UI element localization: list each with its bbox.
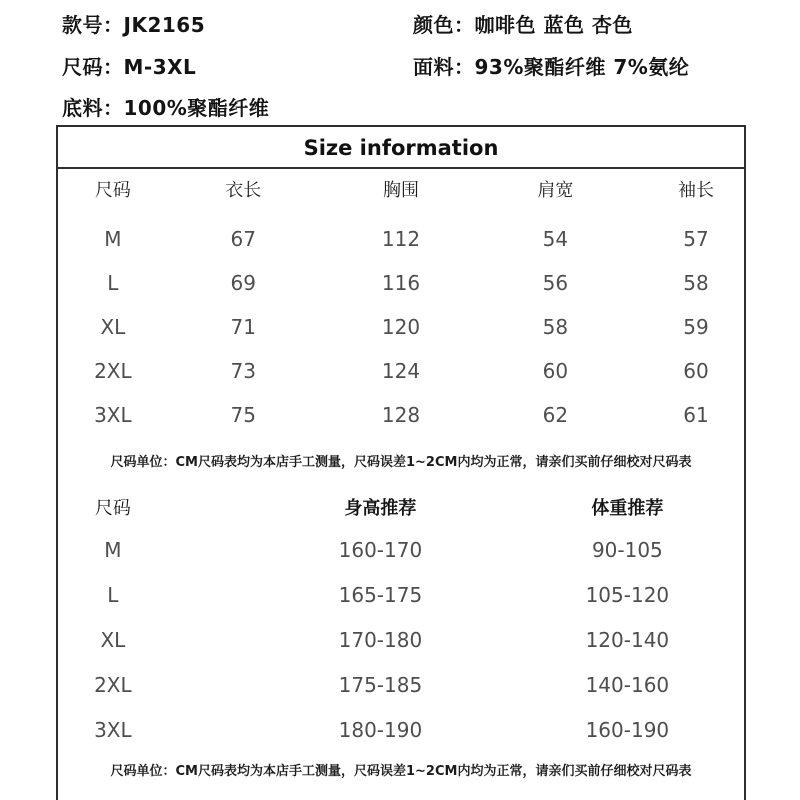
table-row [58, 261, 744, 305]
style-number [62, 9, 205, 38]
sleeve-cell: 61 [683, 403, 709, 427]
size-range-value: M-3XL [123, 55, 197, 79]
height-cell: 175-185 [338, 672, 423, 697]
height-cell: 160-170 [338, 537, 423, 562]
size-cell: XL [100, 627, 126, 652]
sleeve-cell: 60 [683, 359, 709, 383]
table-row [58, 393, 744, 437]
table-row [58, 707, 744, 752]
measure-table-header [58, 169, 744, 209]
weight-cell: 90-105 [591, 537, 663, 562]
bust-cell: 128 [381, 403, 421, 427]
table-row [58, 617, 744, 662]
weight-cell: 140-160 [585, 672, 670, 697]
shoulder-cell: 54 [542, 227, 569, 251]
measurement-note-bottom: 尺码单位：CM尺码表均为本店手工测量，尺码误差1~2CM内均为正常，请亲们买前仔细校对尺码表 [110, 764, 692, 779]
length-cell: 71 [230, 315, 256, 339]
product-info-section [0, 0, 800, 122]
measure-table-body [58, 209, 744, 437]
fabric-label: 面料： [413, 55, 475, 79]
shoulder-cell: 58 [542, 315, 569, 339]
weight-cell: 120-140 [585, 627, 670, 652]
header-length: 衣长 [225, 180, 262, 201]
size-cell: 2XL [94, 359, 132, 383]
size-range [62, 51, 196, 80]
size-cell: 2XL [94, 672, 132, 697]
style-number-value: JK2165 [123, 13, 206, 37]
weight-cell: 105-120 [585, 582, 670, 607]
size-cell: XL [100, 315, 126, 339]
sleeve-cell: 58 [683, 271, 709, 295]
bust-cell: 120 [381, 315, 421, 339]
fabric-info [413, 51, 689, 80]
lining-value: 100%聚酯纤维 [123, 96, 270, 120]
size-cell: L [107, 271, 119, 295]
header-height-recommend: 身高推荐 [344, 498, 417, 519]
header-sleeve: 袖长 [677, 180, 714, 201]
header-weight-recommend: 体重推荐 [591, 498, 664, 519]
height-cell: 165-175 [338, 582, 423, 607]
fit-table-body [58, 527, 744, 752]
bust-cell: 124 [381, 359, 421, 383]
lining-label: 底料： [62, 96, 124, 120]
table-row [58, 217, 744, 261]
length-cell: 69 [230, 271, 256, 295]
bust-cell: 116 [381, 271, 421, 295]
size-cell: L [107, 582, 119, 607]
length-cell: 73 [230, 359, 256, 383]
table-row [58, 527, 744, 572]
size-information-box [56, 125, 746, 800]
size-cell: 3XL [94, 403, 132, 427]
bust-cell: 112 [381, 227, 421, 251]
table-row [58, 572, 744, 617]
color-label: 颜色： [413, 13, 475, 37]
lining-info [62, 92, 269, 121]
length-cell: 67 [230, 227, 256, 251]
size-range-label: 尺码： [62, 55, 124, 79]
sleeve-cell: 57 [683, 227, 709, 251]
fabric-value: 93%聚酯纤维 7%氨纶 [474, 55, 690, 79]
header-shoulder: 肩宽 [537, 180, 574, 201]
header-bust: 胸围 [382, 180, 419, 201]
header-size: 尺码 [94, 180, 131, 201]
sleeve-cell: 59 [683, 315, 709, 339]
shoulder-cell: 60 [542, 359, 569, 383]
color-value: 咖啡色 蓝色 杏色 [474, 13, 633, 37]
size-cell: M [104, 227, 122, 251]
shoulder-cell: 62 [542, 403, 569, 427]
size-cell: M [104, 537, 122, 562]
measurement-note: 尺码单位：CM尺码表均为本店手工测量，尺码误差1~2CM内均为正常，请亲们买前仔细校对尺码表 [110, 455, 692, 470]
table-row [58, 662, 744, 707]
length-cell: 75 [230, 403, 256, 427]
table-row [58, 305, 744, 349]
style-number-label: 款号： [62, 13, 124, 37]
weight-cell: 160-190 [585, 717, 670, 742]
header-size: 尺码 [94, 498, 131, 519]
height-cell: 170-180 [338, 627, 423, 652]
size-box-title: Size information [58, 127, 744, 169]
table-row [58, 349, 744, 393]
color-info [413, 9, 633, 38]
height-cell: 180-190 [338, 717, 423, 742]
shoulder-cell: 56 [542, 271, 569, 295]
fit-table-header [58, 487, 744, 527]
size-cell: 3XL [94, 717, 132, 742]
